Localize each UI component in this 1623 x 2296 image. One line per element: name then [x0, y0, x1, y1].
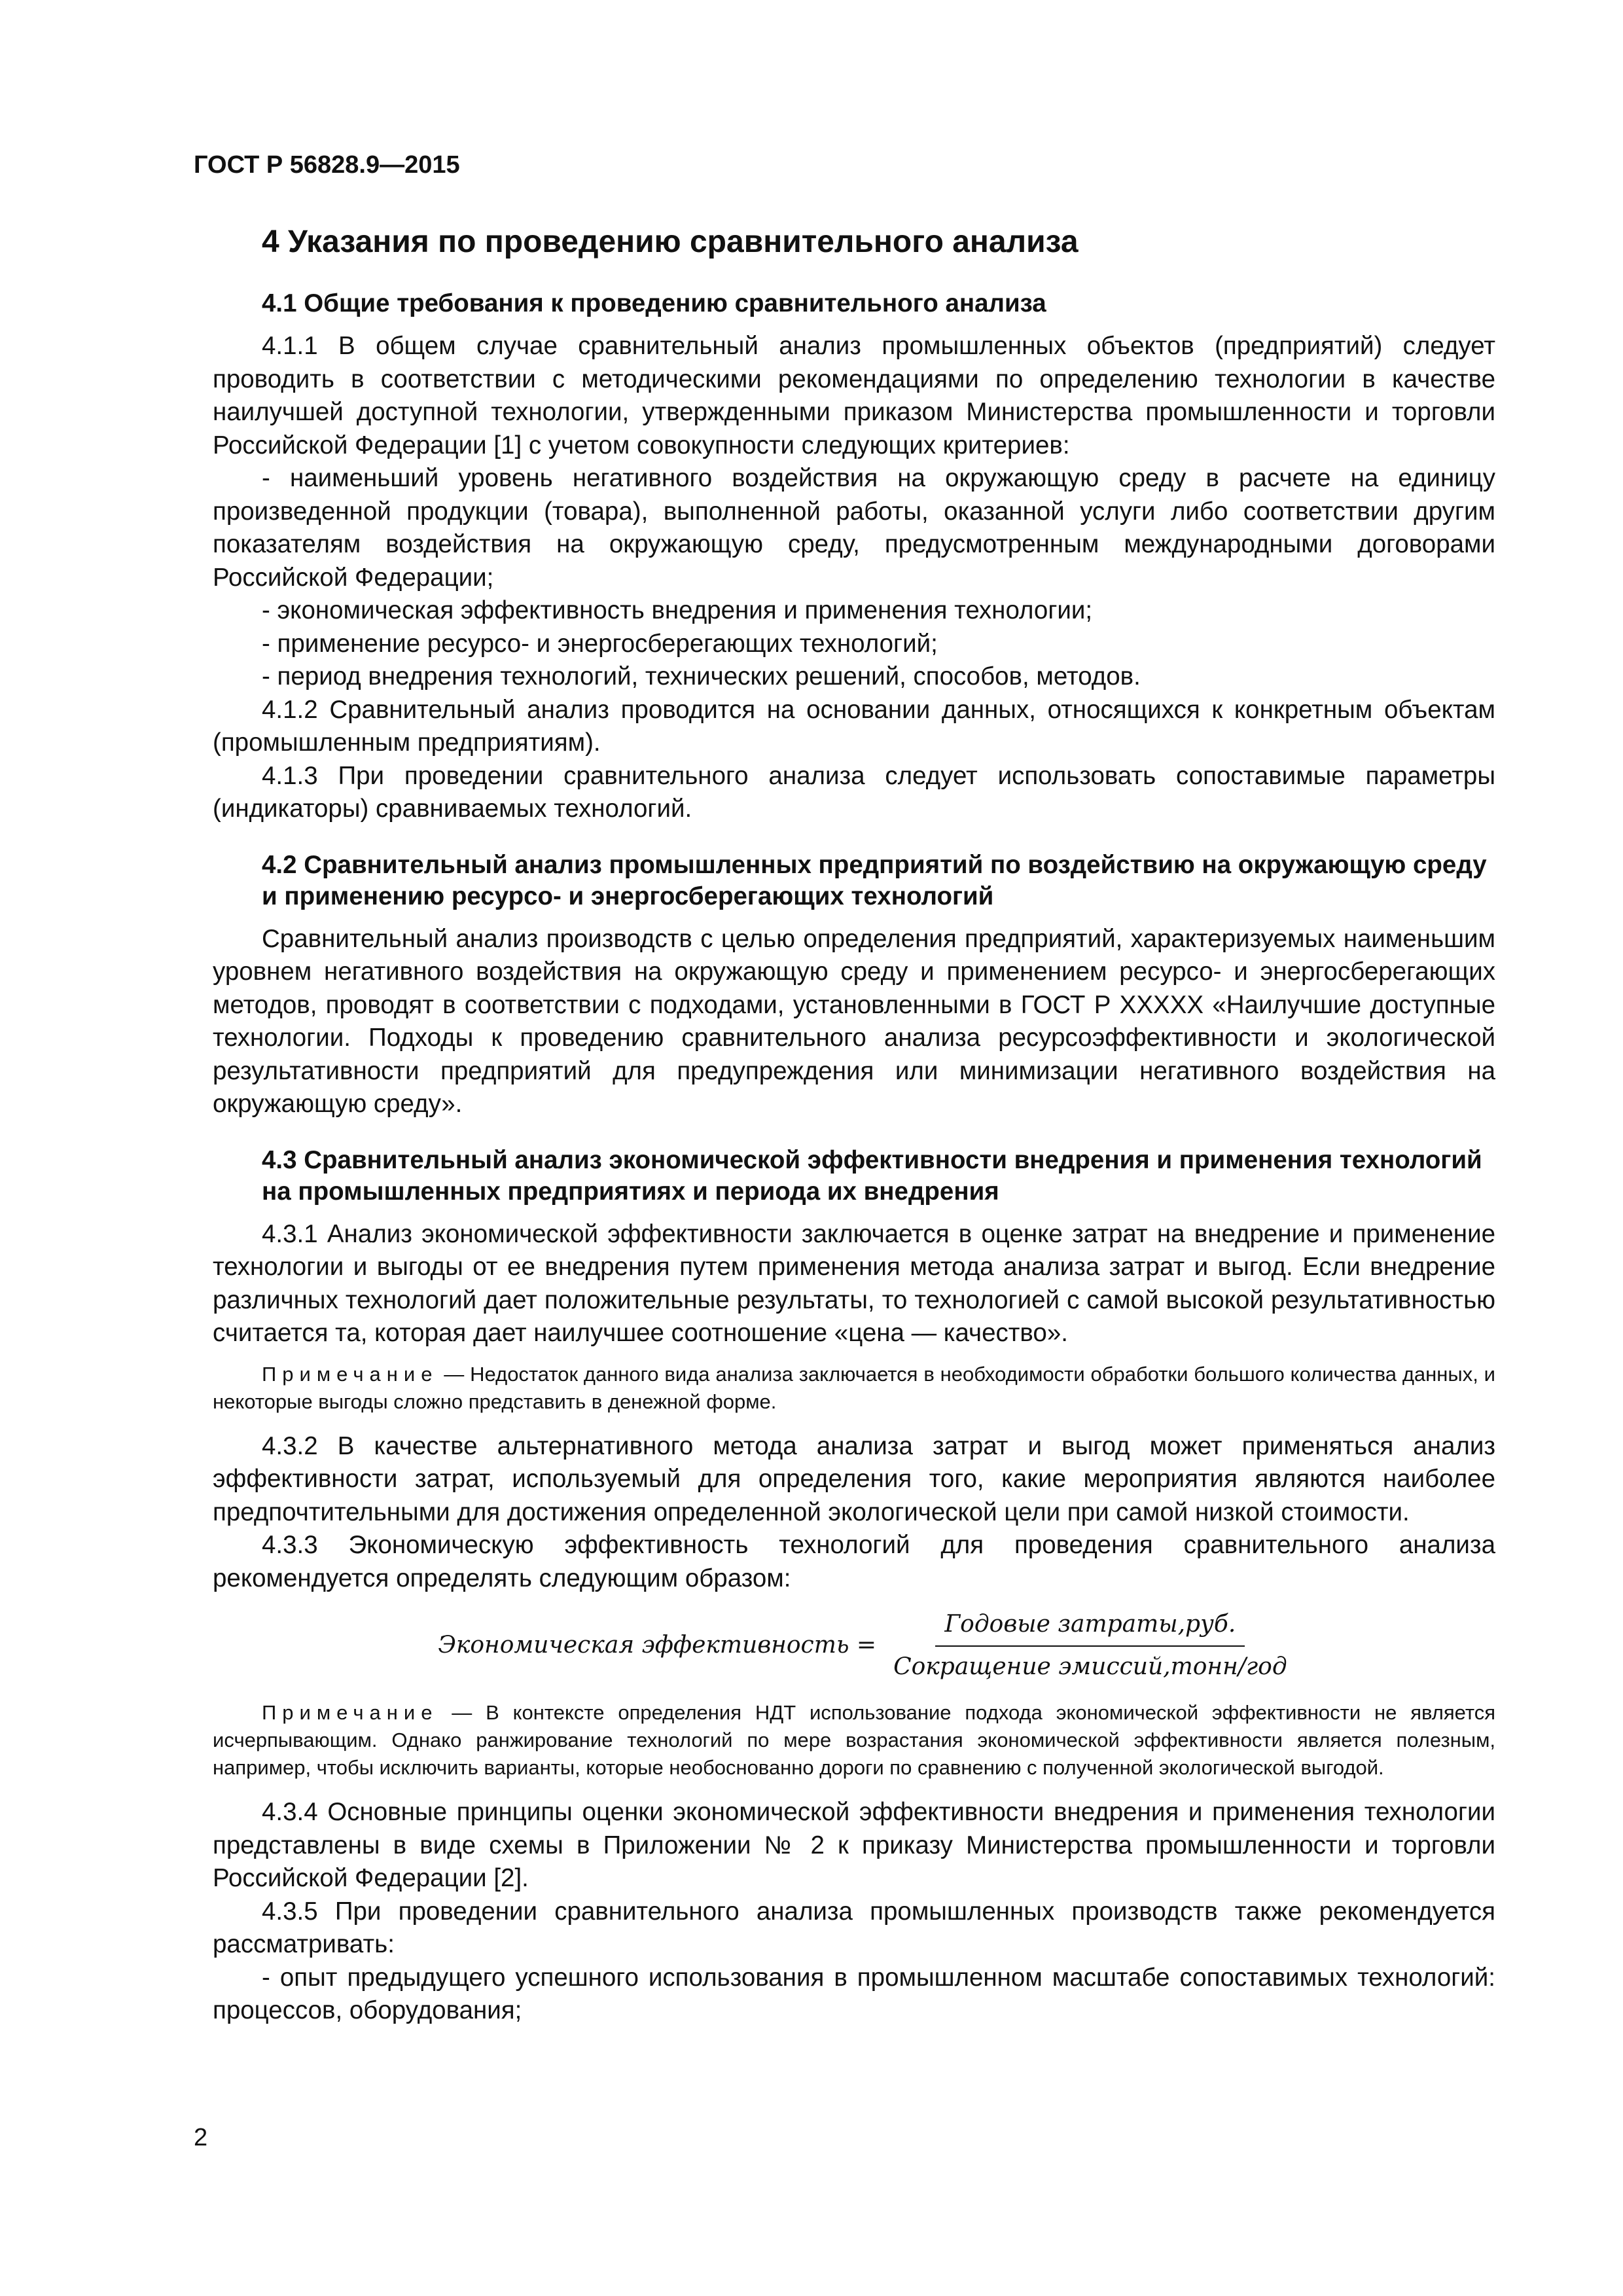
- section-4-title: 4 Указания по проведению сравнительного анализа: [262, 224, 1079, 259]
- paragraph-4-3-4: 4.3.4 Основные принципы оценки экономической эффективности внедрения и применения технологии представлены в виде схемы в Приложении № 2 к приказу Министерства промышленности и торговли Российской Федерации [2].: [213, 1798, 1495, 1892]
- note-1-label: Примечание: [262, 1362, 438, 1386]
- note-1-text: — Недостаток данного вида анализа заключается в необходимости обработки большого количества данных, и некоторые выгоды сложно представить в денежной форме.: [213, 1362, 1495, 1413]
- formula-numerator: Годовые затраты,руб.: [935, 1608, 1245, 1647]
- paragraph-4-1-3: 4.1.3 При проведении сравнительного анализа следует использовать сопоставимые параметры (индикаторы) сравниваемых технологий.: [213, 761, 1495, 823]
- paragraph-4-3-1: 4.3.1 Анализ экономической эффективности заключается в оценке затрат на внедрение и применение технологии и выгоды от ее внедрения путем применения метода анализа затрат и выгод. Если внедрение различных технологий дает положительные результаты, то технологией с самой высокой результативностью считается та, которая дает наилучшее соотношение «цена — качество».: [213, 1219, 1495, 1347]
- paragraph-4-2: Сравнительный анализ производств с целью определения предприятий, характеризуемых наименьшим уровнем негативного воздействия на окружающую среду и применением ресурсо- и энергосберегающих методов, проводят в соответствии с подходами, установленными в ГОСТ Р XXXXX «Наилучшие доступные технологии. Подходы к проведению сравнительного анализа ресурсоэффективности и экологической результативности предприятий для предупреждения или минимизации негативного воздействия на окружающую среду».: [213, 924, 1495, 1118]
- paragraph-4-3-5: 4.3.5 При проведении сравнительного анализа промышленных производств также рекомендуется рассматривать:: [213, 1897, 1495, 1958]
- note-2: [213, 1699, 1495, 1782]
- section-4-1-title: 4.1 Общие требования к проведению сравнительного анализа: [262, 289, 1046, 317]
- paragraph-4-3-5-item-1: - опыт предыдущего успешного использования в промышленном масштабе сопоставимых технологий: процессов, оборудования;: [213, 1963, 1495, 2024]
- page-content: [213, 211, 1495, 2028]
- paragraph-4-1-2: 4.1.2 Сравнительный анализ проводится на основании данных, относящихся к конкретным объектам (промышленным предприятиям).: [213, 695, 1495, 757]
- section-4-2-title: 4.2 Сравнительный анализ промышленных предприятий по воздействию на окружающую среду и применению ресурсо- и энергосберегающих технологий: [262, 850, 1487, 910]
- formula-fraction: [884, 1608, 1296, 1683]
- document-header: ГОСТ Р 56828.9—2015: [194, 151, 460, 179]
- formula-lhs: Экономическая эффективность =: [438, 1632, 877, 1659]
- criteria-item-1: - наименьший уровень негативного воздействия на окружающую среду в расчете на единицу произведенной продукции (товара), выполненной работы, оказанной услуги либо соответствии другим показателям воздействия на окружающую среду, предусмотренным международными договорами Российской Федерации;: [213, 464, 1495, 592]
- note-1: [213, 1361, 1495, 1416]
- paragraph-4-1-1: 4.1.1 В общем случае сравнительный анализ промышленных объектов (предприятий) следует проводить в соответствии с методическими рекомендациями по определению технологии в качестве наилучшей доступной технологии, утвержденными приказом Министерства промышленности и торговли Российской Федерации [1] с учетом совокупности следующих критериев:: [213, 332, 1495, 459]
- criteria-item-2: - экономическая эффективность внедрения и применения технологии;: [262, 596, 1093, 624]
- paragraph-4-3-3: 4.3.3 Экономическую эффективность технологий для проведения сравнительного анализа рекомендуется определять следующим образом:: [213, 1531, 1495, 1592]
- note-2-text: — В контексте определения НДТ использование подхода экономической эффективности не является исчерпывающим. Однако ранжирование технологий по мере возрастания экономической эффективности является полезным, например, чтобы исключить варианты, которые необоснованно дороги по сравнению с полученной экологической выгодой.: [213, 1701, 1495, 1779]
- page-number: 2: [194, 2124, 208, 2151]
- criteria-item-4: - период внедрения технологий, технических решений, способов, методов.: [262, 662, 1141, 691]
- note-2-label: Примечание: [262, 1701, 438, 1724]
- criteria-item-3: - применение ресурсо- и энергосберегающих технологий;: [262, 629, 938, 658]
- formula-denominator: Сокращение эмиссий,тонн/год: [893, 1653, 1287, 1680]
- paragraph-4-3-2: 4.3.2 В качестве альтернативного метода анализа затрат и выгод может применяться анализ эффективности затрат, используемый для определения того, какие мероприятия являются наиболее предпочтительными для достижения определенной экологической цели при самой низкой стоимости.: [213, 1431, 1495, 1526]
- section-4-3-title: 4.3 Сравнительный анализ экономической эффективности внедрения и применения технологий на промышленных предприятиях и периода их внедрения: [262, 1145, 1482, 1206]
- economic-efficiency-formula: [213, 1608, 1495, 1683]
